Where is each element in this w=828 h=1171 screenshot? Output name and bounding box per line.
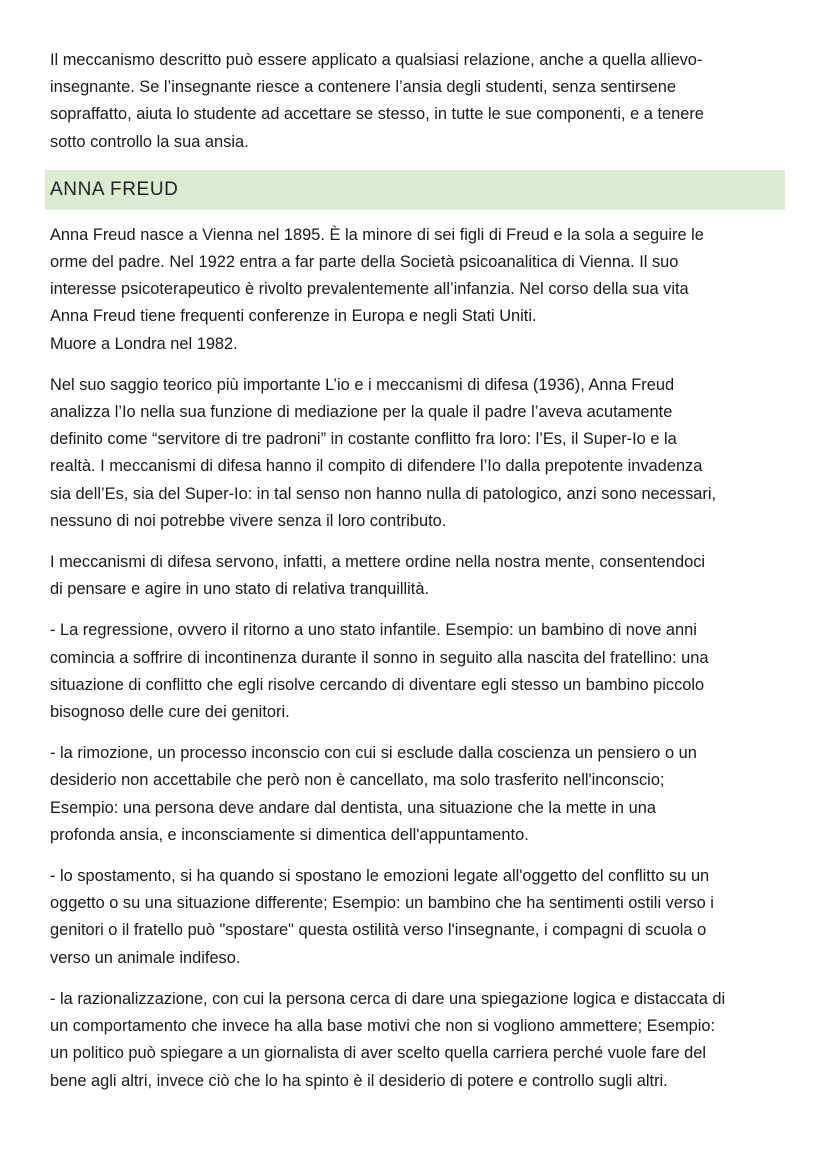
text-line: un politico può spiegare a un giornalista di aver scelto quella carriera perché vuole fare del <box>50 1044 707 1063</box>
rationalization-paragraph <box>50 986 790 1095</box>
text-line: Il meccanismo descritto può essere applicato a qualsiasi relazione, anche a quella allievo- <box>50 51 703 69</box>
text-line: definito come “servitore di tre padroni” in costante conflitto fra loro: l’Es, il Super-Io e la <box>50 430 677 449</box>
defense-purpose-paragraph <box>50 549 790 603</box>
text-line: oggetto o su una situazione differente; Esempio: un bambino che ha sentimenti ostili verso i <box>50 894 714 913</box>
text-line: - la rimozione, un processo inconscio con cui si esclude dalla coscienza un pensiero o un <box>50 744 697 763</box>
text-line: un comportamento che invece ha alla base motivi che non si vogliono ammettere; Esempio: <box>50 1017 716 1036</box>
text-line: Nel suo saggio teorico più importante L’io e i meccanismi di difesa (1936), Anna Freud <box>50 375 675 394</box>
repression-paragraph <box>50 740 790 849</box>
text-line: bene agli altri, invece ciò che lo ha spinto è il desiderio di potere e controllo sugli altri. <box>50 1071 668 1090</box>
text-line: Esempio: una persona deve andare dal dentista, una situazione che la mette in una <box>50 798 656 817</box>
text-line: I meccanismi di difesa servono, infatti, a mettere ordine nella nostra mente, consentendoci <box>50 553 706 572</box>
text-line: insegnante. Se l’insegnante riesce a contenere l’ansia degli studenti, senza sentirsene <box>50 78 676 97</box>
text-line: - la razionalizzazione, con cui la persona cerca di dare una spiegazione logica e distaccata di <box>50 989 726 1008</box>
text-line: sopraffatto, aiuta lo studente ad accettare se stesso, in tutte le sue componenti, e a tenere <box>50 105 704 124</box>
text-line: nessuno di noi potrebbe vivere senza il loro contributo. <box>50 511 447 530</box>
text-line: comincia a soffrire di incontinenza durante il sonno in seguito alla nascita del fratellino: una <box>50 648 709 667</box>
text-line: interesse psicoterapeutico è rivolto prevalentemente all’infanzia. Nel corso della sua vita <box>50 280 689 299</box>
text-line: di pensare e agire in uno stato di relativa tranquillità. <box>50 580 430 599</box>
regression-paragraph <box>50 617 790 726</box>
section-title: ANNA FREUD <box>50 178 179 200</box>
text-line: analizza l’Io nella sua funzione di mediazione per la quale il padre l’aveva acutamente <box>50 403 673 422</box>
document-page <box>50 47 790 1095</box>
text-line: bisognoso delle cure dei genitori. <box>50 703 290 722</box>
text-line: verso un animale indifeso. <box>50 948 241 967</box>
text-line: sotto controllo la sua ansia. <box>50 132 249 151</box>
text-line: situazione di conflitto che egli risolve cercando di diventare egli stesso un bambino piccolo <box>50 675 705 694</box>
text-line: desiderio non accettabile che però non è cancellato, ma solo trasferito nell'inconscio; <box>50 771 665 790</box>
text-line: - lo spostamento, si ha quando si spostano le emozioni legate all'oggetto del conflitto su un <box>50 867 710 886</box>
text-line: Muore a Londra nel 1982. <box>50 334 238 353</box>
biography-paragraph <box>50 222 790 358</box>
text-line: Anna Freud nasce a Vienna nel 1895. È la minore di sei figli di Freud e la sola a seguire le <box>50 225 704 244</box>
text-line: Anna Freud tiene frequenti conferenze in Europa e negli Stati Uniti. <box>50 307 537 326</box>
essay-paragraph <box>50 372 790 535</box>
text-line: genitori o il fratello può "spostare" questa ostilità verso l'insegnante, i compagni di scuola o <box>50 921 707 940</box>
text-line: realtà. I meccanismi di difesa hanno il compito di difendere l’Io dalla prepotente invadenza <box>50 457 703 476</box>
intro-paragraph <box>50 47 790 156</box>
displacement-paragraph <box>50 863 790 972</box>
section-heading <box>45 170 785 210</box>
text-line: profonda ansia, e inconsciamente si dimentica dell'appuntamento. <box>50 825 529 844</box>
text-line: sia dell’Es, sia del Super-Io: in tal senso non hanno nulla di patologico, anzi sono necessari, <box>50 484 717 503</box>
text-line: orme del padre. Nel 1922 entra a far parte della Società psicoanalitica di Vienna. Il suo <box>50 253 679 272</box>
text-line: - La regressione, ovvero il ritorno a uno stato infantile. Esempio: un bambino di nove anni <box>50 621 697 640</box>
